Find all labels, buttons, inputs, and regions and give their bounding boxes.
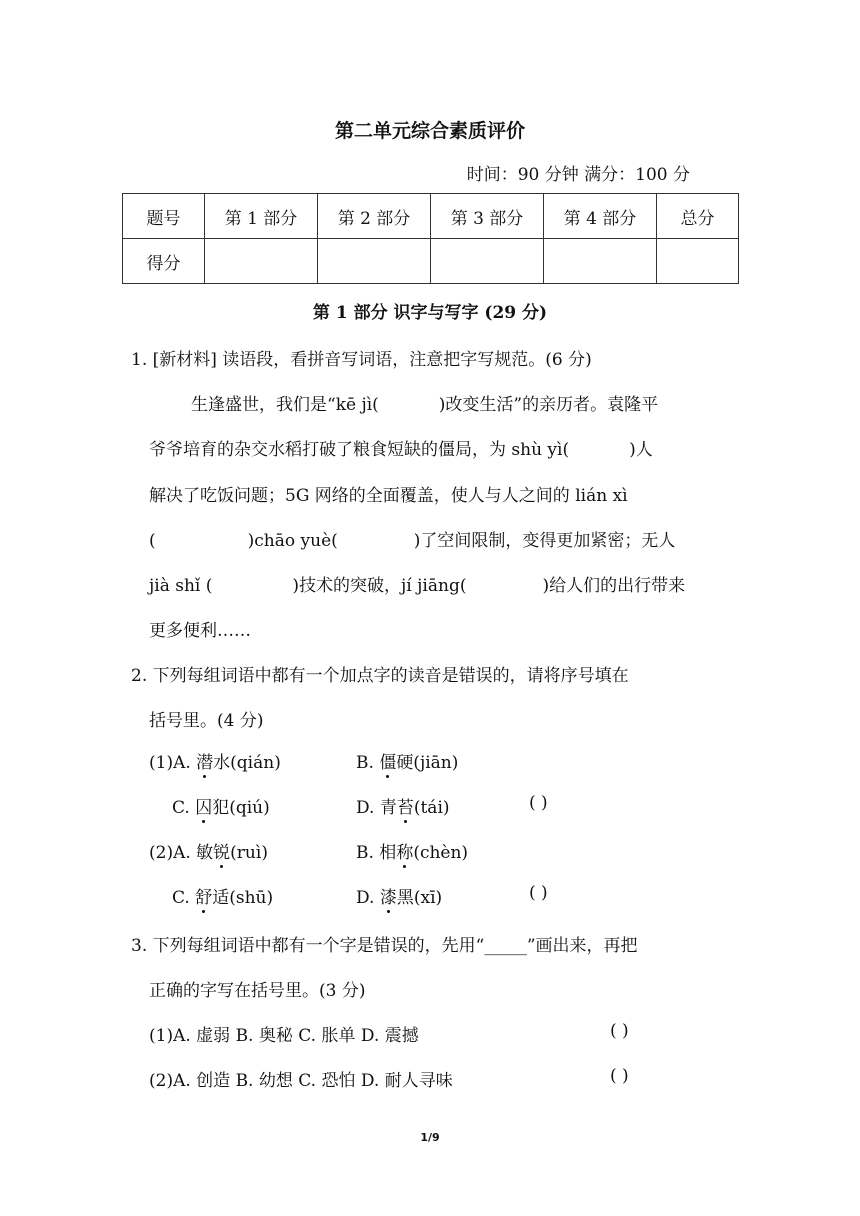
section-1-title: 第 1 部分 识字与写字 (29 分) (312, 303, 548, 323)
option-text: C. (172, 798, 196, 818)
q3-stem-line-1: 3. 下列每组词语中都有一个字是错误的，先用“_____”画出来，再把 (131, 936, 638, 956)
q2-option-2b (356, 838, 468, 863)
q1-text: )人 (629, 440, 653, 460)
score-table-header-cell: 第 3 部分 (431, 194, 544, 239)
q1-stem: 1. [新材料] 读语段，看拼音写词语，注意把字写规范。(6 分) (131, 350, 592, 370)
q2-stem-line-2: 括号里。(4 分) (149, 711, 264, 731)
score-table-header-row (123, 194, 739, 239)
q1-text: )技术的突破，jí jiāng( (292, 576, 467, 596)
exam-title: 第二单元综合素质评价 (334, 120, 525, 142)
score-cell[interactable] (431, 239, 544, 284)
answer-paren[interactable]: ( ) (610, 1021, 629, 1041)
q1-passage-line-6: 更多便利…… (149, 621, 251, 641)
option-text: D. 青 (356, 798, 397, 818)
q1-passage-line-5 (149, 571, 685, 596)
q2-option-2d (356, 883, 442, 908)
option-text: 硬(jiān) (396, 753, 459, 773)
score-cell[interactable] (318, 239, 431, 284)
q1-text: )改变生活”的亲历者。袁隆平 (438, 395, 659, 415)
score-table-header-cell: 第 2 部分 (318, 194, 431, 239)
dotted-char: 僵 (379, 748, 396, 773)
score-table (122, 193, 739, 284)
q1-passage-line-2 (149, 435, 653, 460)
score-row-label: 得分 (123, 239, 205, 284)
option-text: 适(shū) (212, 888, 274, 908)
dotted-char: 舒 (195, 883, 212, 908)
dotted-char: 苔 (397, 793, 414, 818)
q1-text: 生逢盛世，我们是“kē jì( (191, 395, 379, 415)
q2-stem-line-1: 2. 下列每组词语中都有一个加点字的读音是错误的，请将序号填在 (131, 666, 629, 686)
answer-paren[interactable]: ( ) (610, 1066, 629, 1086)
option-text: 黑(xī) (396, 888, 443, 908)
q1-text: 爷爷培育的杂交水稻打破了粮食短缺的僵局，为 shù yì( (149, 440, 570, 460)
q1-passage-line-3: 解决了吃饭问题；5G 网络的全面覆盖，使人与人之间的 lián xì (149, 486, 628, 506)
option-text: (2)A. 敏 (149, 843, 214, 863)
q2-option-1a (149, 748, 281, 773)
q1-text: )给人们的出行带来 (542, 576, 686, 596)
dotted-char: 称 (396, 838, 413, 863)
option-text: (1)A. (149, 753, 197, 773)
option-text: C. (172, 888, 196, 908)
option-text: (chèn) (413, 843, 469, 863)
q2-option-2c (172, 883, 273, 908)
option-text: B. 相 (356, 843, 397, 863)
q3-row-1: (1)A. 虚弱 B. 奥秘 C. 胀单 D. 震撼 (149, 1026, 419, 1046)
page-number: 1/9 (420, 1131, 440, 1144)
dotted-char: 锐 (213, 838, 230, 863)
dotted-char: 囚 (195, 793, 212, 818)
dotted-char: 潜 (196, 748, 213, 773)
option-text: 水(qián) (213, 753, 281, 773)
q2-option-1d (356, 793, 450, 818)
q1-text: jià shǐ ( (149, 576, 213, 596)
q1-text: ( (149, 531, 156, 551)
exam-meta: 时间：90 分钟 满分：100 分 (466, 165, 690, 185)
score-table-header-cell: 第 1 部分 (205, 194, 318, 239)
option-text: B. (356, 753, 380, 773)
answer-paren[interactable]: ( ) (529, 793, 548, 813)
q2-option-2a (149, 838, 268, 863)
q1-text: )chāo yuè( (247, 531, 338, 551)
score-cell[interactable] (657, 239, 739, 284)
q2-option-1b (356, 748, 458, 773)
score-table-header-cell: 总分 (657, 194, 739, 239)
q1-passage-line-1 (191, 390, 658, 415)
option-text: 犯(qiú) (212, 798, 270, 818)
score-cell[interactable] (205, 239, 318, 284)
score-table-header-cell: 题号 (123, 194, 205, 239)
q2-option-1c (172, 793, 270, 818)
option-text: (tái) (413, 798, 450, 818)
score-table-score-row (123, 239, 739, 284)
q3-row-2: (2)A. 创造 B. 幼想 C. 恐怕 D. 耐人寻味 (149, 1071, 453, 1091)
score-table-header-cell: 第 4 部分 (544, 194, 657, 239)
option-text: (ruì) (230, 843, 268, 863)
q1-passage-line-4 (149, 526, 675, 551)
q3-stem-line-2: 正确的字写在括号里。(3 分) (149, 981, 366, 1001)
answer-paren[interactable]: ( ) (529, 883, 548, 903)
dotted-char: 漆 (380, 883, 397, 908)
option-text: D. (356, 888, 380, 908)
q1-text: )了空间限制，变得更加紧密；无人 (413, 531, 676, 551)
score-cell[interactable] (544, 239, 657, 284)
